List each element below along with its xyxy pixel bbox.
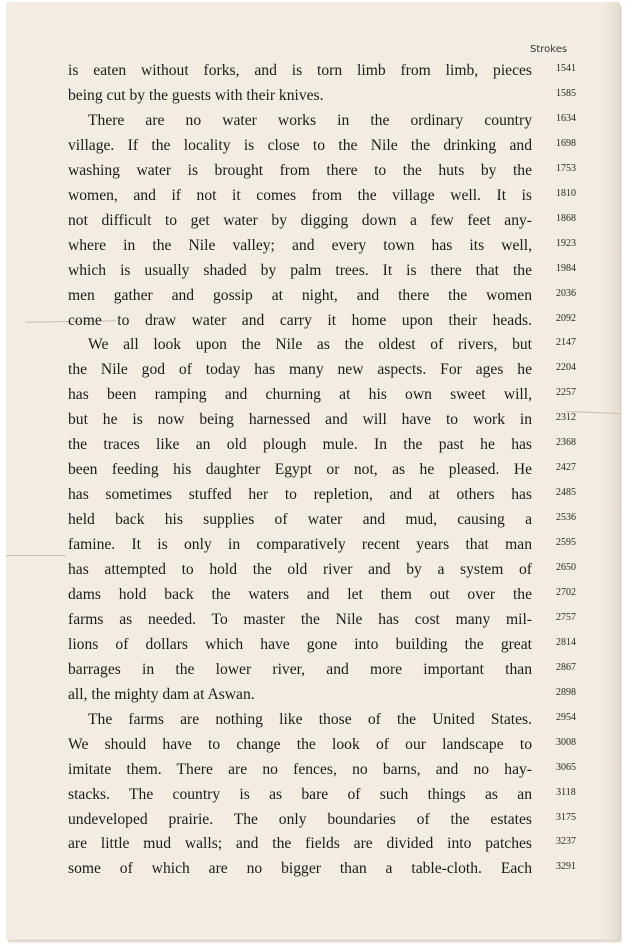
stroke-count: 2485 bbox=[556, 487, 576, 499]
stroke-count: 2757 bbox=[556, 611, 576, 623]
stroke-count: 1698 bbox=[556, 137, 576, 149]
text-line: lions of dollars which have gone into building the great bbox=[68, 635, 532, 653]
text-line: being cut by the guests with their knives. bbox=[68, 86, 324, 104]
stroke-count: 2147 bbox=[556, 337, 576, 349]
text-line: not difficult to get water by digging down a few feet any- bbox=[68, 211, 532, 229]
text-line: washing water is brought from there to the huts by the bbox=[68, 161, 532, 179]
book-page bbox=[6, 2, 620, 940]
stroke-count: 2092 bbox=[556, 312, 576, 324]
stroke-count: 2257 bbox=[556, 387, 576, 399]
text-line: where in the Nile valley; and every town has its well, bbox=[68, 236, 532, 254]
text-line: The farms are nothing like those of the United States. bbox=[88, 710, 532, 728]
text-line: We all look upon the Nile as the oldest of rivers, but bbox=[88, 336, 532, 354]
stroke-count: 2898 bbox=[556, 686, 576, 698]
stroke-count: 3237 bbox=[556, 836, 576, 848]
stroke-count: 1868 bbox=[556, 212, 576, 224]
stroke-count: 2204 bbox=[556, 362, 576, 374]
text-line: undeveloped prairie. The only boundaries of the estates bbox=[68, 810, 532, 828]
text-line: the traces like an old plough mule. In the past he has bbox=[68, 436, 532, 454]
stroke-count: 1753 bbox=[556, 162, 576, 174]
text-line: We should have to change the look of our landscape to bbox=[68, 735, 532, 753]
text-line: famine. It is only in comparatively recent years that man bbox=[68, 536, 532, 554]
text-line: dams hold back the waters and let them out over the bbox=[68, 585, 532, 603]
stroke-count: 1634 bbox=[556, 112, 576, 124]
text-line: some of which are no bigger than a table-cloth. Each bbox=[68, 860, 532, 878]
text-line: men gather and gossip at night, and there the women bbox=[68, 286, 532, 304]
stroke-count: 3118 bbox=[556, 786, 576, 798]
stroke-count: 2036 bbox=[556, 287, 576, 299]
text-line: the Nile god of today has many new aspects. For ages he bbox=[68, 361, 532, 379]
stroke-count: 2814 bbox=[556, 636, 576, 648]
stroke-count: 1810 bbox=[556, 187, 576, 199]
text-line: stacks. The country is as bare of such things as an bbox=[68, 785, 532, 803]
stroke-count: 2867 bbox=[556, 661, 576, 673]
text-line: imitate them. There are no fences, no barns, and no hay- bbox=[68, 760, 532, 778]
text-line: barrages in the lower river, and more important than bbox=[68, 660, 532, 678]
stroke-count: 1585 bbox=[556, 87, 576, 99]
stroke-count: 2650 bbox=[556, 562, 576, 573]
stroke-count: 1541 bbox=[556, 63, 576, 74]
stroke-count: 1984 bbox=[556, 262, 576, 274]
text-line: There are no water works in the ordinary country bbox=[88, 111, 532, 129]
text-line: farms as needed. To master the Nile has cost many mil- bbox=[68, 610, 532, 628]
text-line: but he is now being harnessed and will have to work in bbox=[68, 411, 532, 429]
stroke-count: 2702 bbox=[556, 586, 576, 598]
text-line: held back his supplies of water and mud, causing a bbox=[68, 511, 532, 529]
text-line: are little mud walls; and the fields are divided into patches bbox=[68, 835, 532, 853]
text-line: is eaten without forks, and is torn limb from limb, pieces bbox=[68, 62, 532, 79]
strokes-column-header: Strokes bbox=[530, 44, 568, 55]
stroke-count: 2368 bbox=[556, 437, 576, 449]
text-line: which is usually shaded by palm trees. It is there that the bbox=[68, 261, 532, 279]
stroke-count: 3008 bbox=[556, 736, 576, 748]
text-line: has attempted to hold the old river and by a system of bbox=[68, 561, 532, 578]
text-line: women, and if not it comes from the village well. It is bbox=[68, 186, 532, 204]
stroke-count: 2312 bbox=[556, 412, 576, 424]
stroke-count: 2954 bbox=[556, 711, 576, 723]
stroke-count: 2536 bbox=[556, 512, 576, 524]
stroke-count: 3291 bbox=[556, 861, 576, 873]
text-line: come to draw water and carry it home upon their heads. bbox=[68, 311, 532, 329]
text-line: been feeding his daughter Egypt or not, as he pleased. He bbox=[68, 461, 532, 479]
page-crease bbox=[6, 555, 66, 556]
stroke-count: 2427 bbox=[556, 462, 576, 474]
text-line: has been ramping and churning at his own sweet will, bbox=[68, 386, 532, 404]
stroke-count: 2595 bbox=[556, 537, 576, 549]
stroke-count: 3065 bbox=[556, 761, 576, 773]
stroke-count: 1923 bbox=[556, 237, 576, 249]
text-line: has sometimes stuffed her to repletion, and at others has bbox=[68, 486, 532, 504]
text-line: all, the mighty dam at Aswan. bbox=[68, 685, 255, 703]
stroke-count: 3175 bbox=[556, 811, 576, 823]
text-line: village. If the locality is close to the Nile the drinking and bbox=[68, 136, 532, 154]
